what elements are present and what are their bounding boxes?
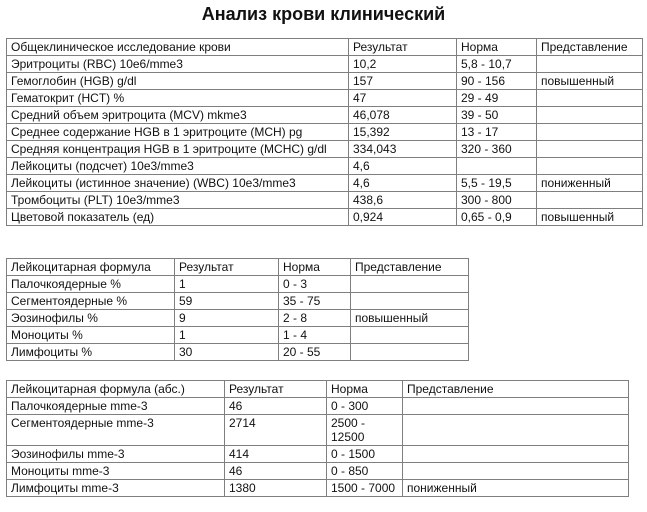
header-cell: Норма: [457, 39, 537, 56]
table-row: [7, 310, 469, 327]
header-cell: Представление: [537, 39, 643, 56]
norm-cell: 90 - 156: [457, 73, 537, 90]
norm-cell: 0 - 1500: [327, 446, 403, 463]
test-name-cell: Сегментоядерные %: [7, 293, 175, 310]
assessment-cell: пониженный: [403, 480, 629, 497]
table-row: [7, 56, 643, 73]
result-cell: 15,392: [349, 124, 457, 141]
assessment-cell: [537, 192, 643, 209]
test-name-cell: Сегментоядерные mme-3: [7, 415, 225, 446]
norm-cell: 2 - 8: [279, 310, 351, 327]
table-row: [7, 446, 629, 463]
assessment-cell: [403, 463, 629, 480]
table-row: [7, 158, 643, 175]
result-cell: 1380: [225, 480, 327, 497]
header-cell: Результат: [225, 381, 327, 398]
table-row: [7, 463, 629, 480]
test-name-cell: Гематокрит (HCT) %: [7, 90, 349, 107]
test-name-cell: Эозинофилы %: [7, 310, 175, 327]
general-blood-test-table: [6, 38, 643, 226]
result-cell: 30: [175, 344, 279, 361]
test-name-cell: Эритроциты (RBC) 10e6/mme3: [7, 56, 349, 73]
result-cell: 47: [349, 90, 457, 107]
assessment-cell: [537, 158, 643, 175]
assessment-cell: [537, 56, 643, 73]
result-cell: 46: [225, 398, 327, 415]
header-cell: Результат: [175, 259, 279, 276]
result-cell: 0,924: [349, 209, 457, 226]
assessment-cell: [403, 398, 629, 415]
result-cell: 2714: [225, 415, 327, 446]
table-row: [7, 327, 469, 344]
result-cell: 438,6: [349, 192, 457, 209]
test-name-cell: Тромбоциты (PLT) 10e3/mme3: [7, 192, 349, 209]
test-name-cell: Лимфоциты mme-3: [7, 480, 225, 497]
assessment-cell: [351, 344, 469, 361]
header-cell: Норма: [279, 259, 351, 276]
header-cell: Лейкоцитарная формула: [7, 259, 175, 276]
leukocyte-formula-table: [6, 258, 469, 361]
table-row: [7, 276, 469, 293]
assessment-cell: [351, 293, 469, 310]
test-name-cell: Лейкоциты (подсчет) 10e3/mme3: [7, 158, 349, 175]
header-cell: Общеклиническое исследование крови: [7, 39, 349, 56]
result-cell: 334,043: [349, 141, 457, 158]
norm-cell: 1 - 4: [279, 327, 351, 344]
norm-cell: 39 - 50: [457, 107, 537, 124]
norm-cell: 29 - 49: [457, 90, 537, 107]
table-row: [7, 107, 643, 124]
table-row: [7, 73, 643, 90]
table-row: [7, 209, 643, 226]
table-row: [7, 293, 469, 310]
result-cell: 4,6: [349, 158, 457, 175]
test-name-cell: Палочкоядерные %: [7, 276, 175, 293]
header-cell: Результат: [349, 39, 457, 56]
table-row: [7, 415, 629, 446]
table-row: [7, 90, 643, 107]
assessment-cell: [537, 141, 643, 158]
page-title: Анализ крови клинический: [201, 4, 446, 24]
norm-cell: 5,8 - 10,7: [457, 56, 537, 73]
norm-cell: 0 - 3: [279, 276, 351, 293]
table-header-row: [7, 381, 629, 398]
result-cell: 46: [225, 463, 327, 480]
norm-cell: 0 - 850: [327, 463, 403, 480]
table-header-row: [7, 259, 469, 276]
norm-cell: 2500 - 12500: [327, 415, 403, 446]
test-name-cell: Средняя концентрация HGB в 1 эритроците (MCHC) g/dl: [7, 141, 349, 158]
norm-cell: [457, 158, 537, 175]
norm-cell: 13 - 17: [457, 124, 537, 141]
norm-cell: 5,5 - 19,5: [457, 175, 537, 192]
table-row: [7, 398, 629, 415]
test-name-cell: Лейкоциты (истинное значение) (WBC) 10e3/mme3: [7, 175, 349, 192]
table-row: [7, 344, 469, 361]
header-cell: Представление: [351, 259, 469, 276]
test-name-cell: Эозинофилы mme-3: [7, 446, 225, 463]
norm-cell: 0,65 - 0,9: [457, 209, 537, 226]
test-name-cell: Гемоглобин (HGB) g/dl: [7, 73, 349, 90]
leukocyte-formula-abs-table: [6, 380, 629, 497]
test-name-cell: Моноциты %: [7, 327, 175, 344]
norm-cell: 300 - 800: [457, 192, 537, 209]
result-cell: 10,2: [349, 56, 457, 73]
test-name-cell: Среднее содержание HGB в 1 эритроците (MCH) pg: [7, 124, 349, 141]
header-cell: Лейкоцитарная формула (абс.): [7, 381, 225, 398]
header-cell: Представление: [403, 381, 629, 398]
norm-cell: 35 - 75: [279, 293, 351, 310]
assessment-cell: повышенный: [537, 209, 643, 226]
table-header-row: [7, 39, 643, 56]
assessment-cell: [351, 276, 469, 293]
test-name-cell: Лимфоциты %: [7, 344, 175, 361]
result-cell: 9: [175, 310, 279, 327]
assessment-cell: [537, 90, 643, 107]
table-row: [7, 124, 643, 141]
norm-cell: 320 - 360: [457, 141, 537, 158]
result-cell: 1: [175, 276, 279, 293]
assessment-cell: повышенный: [537, 73, 643, 90]
result-cell: 59: [175, 293, 279, 310]
table-row: [7, 141, 643, 158]
assessment-cell: [403, 415, 629, 446]
result-cell: 46,078: [349, 107, 457, 124]
norm-cell: 0 - 300: [327, 398, 403, 415]
assessment-cell: [537, 124, 643, 141]
norm-cell: 20 - 55: [279, 344, 351, 361]
test-name-cell: Моноциты mme-3: [7, 463, 225, 480]
test-name-cell: Цветовой показатель (ед): [7, 209, 349, 226]
header-cell: Норма: [327, 381, 403, 398]
result-cell: 1: [175, 327, 279, 344]
test-name-cell: Средний объем эритроцита (MCV) mkme3: [7, 107, 349, 124]
result-cell: 4,6: [349, 175, 457, 192]
assessment-cell: [351, 327, 469, 344]
result-cell: 414: [225, 446, 327, 463]
table-row: [7, 480, 629, 497]
assessment-cell: пониженный: [537, 175, 643, 192]
assessment-cell: [403, 446, 629, 463]
test-name-cell: Палочкоядерные mme-3: [7, 398, 225, 415]
table-row: [7, 192, 643, 209]
norm-cell: 1500 - 7000: [327, 480, 403, 497]
result-cell: 157: [349, 73, 457, 90]
assessment-cell: [537, 107, 643, 124]
assessment-cell: повышенный: [351, 310, 469, 327]
table-row: [7, 175, 643, 192]
